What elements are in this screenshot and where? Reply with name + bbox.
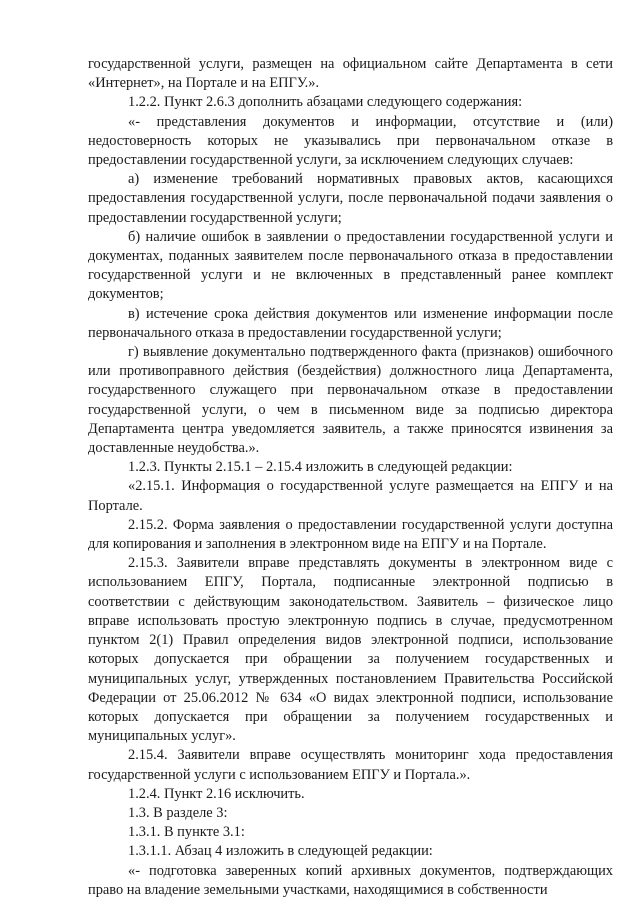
paragraph-1-2-3: 1.2.3. Пункты 2.15.1 – 2.15.4 изложить в следующей редакции: [128,459,513,476]
paragraph-1-2-4: 1.2.4. Пункт 2.16 исключить. [128,785,305,802]
paragraph-item-b: б) наличие ошибок в заявлении о предоставлении государственной услуги и документах, поданных заявителем после первоначального отказа в предоставлении государственной услуги и не включенных в представленный ранее комплект документов; [88,228,613,303]
paragraph-2-15-2: 2.15.2. Форма заявления о предоставлении государственной услуги доступна для копирования и заполнения в электронном виде на ЕПГУ и на Портале. [88,516,613,553]
document-body [88,55,613,900]
paragraph-1-2-2: 1.2.2. Пункт 2.6.3 дополнить абзацами следующего содержания: [128,94,523,111]
paragraph-2-15-3: 2.15.3. Заявители вправе представлять документы в электронном виде с использованием ЕПГУ, Портала, подписанные электронной подписью в соответствии с действующим законодательством. Заявитель – физическое лицо вправе использовать простую электронную подпись в случае, предусмотренном пунктом 2(1) Правил определения видов электронной подписи, использование которых допускается при обращении за получением государственных и муниципальных услуг, утвержденных постановлением Правительства Российской Федерации от 25.06.2012 № 634 «О видах электронной подписи, использование которых допускается при обращении за получением государственных и муниципальных услуг». [88,555,613,745]
paragraph-2-15-1: «2.15.1. Информация о государственной услуге размещается на ЕПГУ и на Портале. [88,478,613,514]
paragraph-quote-intro: «- представления документов и информации, отсутствие и (или) недостоверность которых не указывались при первоначальном отказе в предоставлении государственной услуги, за исключением следующих случаев: [88,113,613,169]
paragraph-item-v: в) истечение срока действия документов или изменение информации после первоначального отказа в предоставлении государственной услуги; [88,305,613,341]
paragraph-quote-archive: «- подготовка заверенных копий архивных документов, подтверждающих право на владение земельными участками, находящимися в собственности [88,862,613,898]
paragraph-item-a: а) изменение требований нормативных правовых актов, касающихся предоставления государственной услуги, после первоначальной подачи заявления о предоставлении государственной услуги; [88,171,613,226]
paragraph-2-15-4: 2.15.4. Заявители вправе осуществлять мониторинг хода предоставления государственной услуги с использованием ЕПГУ и Портала.». [88,747,613,783]
paragraph-continuation: государственной услуги, размещен на официальном сайте Департамента в сети «Интернет», на Портале и на ЕПГУ.». [88,56,613,92]
paragraph-item-g: г) выявление документально подтвержденного факта (признаков) ошибочного или противоправного действия (бездействия) должностного лица Департамента, государственного служащего при первоначальном отказе в предоставлении государственной услуги, о чем в письменном виде за подписью директора Департамента центра уведомляется заявитель, а также приносятся извинения за доставленные неудобства.». [88,344,613,457]
paragraph-1-3-1-1: 1.3.1.1. Абзац 4 изложить в следующей редакции: [128,843,433,860]
paragraph-1-3-1: 1.3.1. В пункте 3.1: [128,824,245,841]
paragraph-1-3: 1.3. В разделе 3: [128,804,228,821]
